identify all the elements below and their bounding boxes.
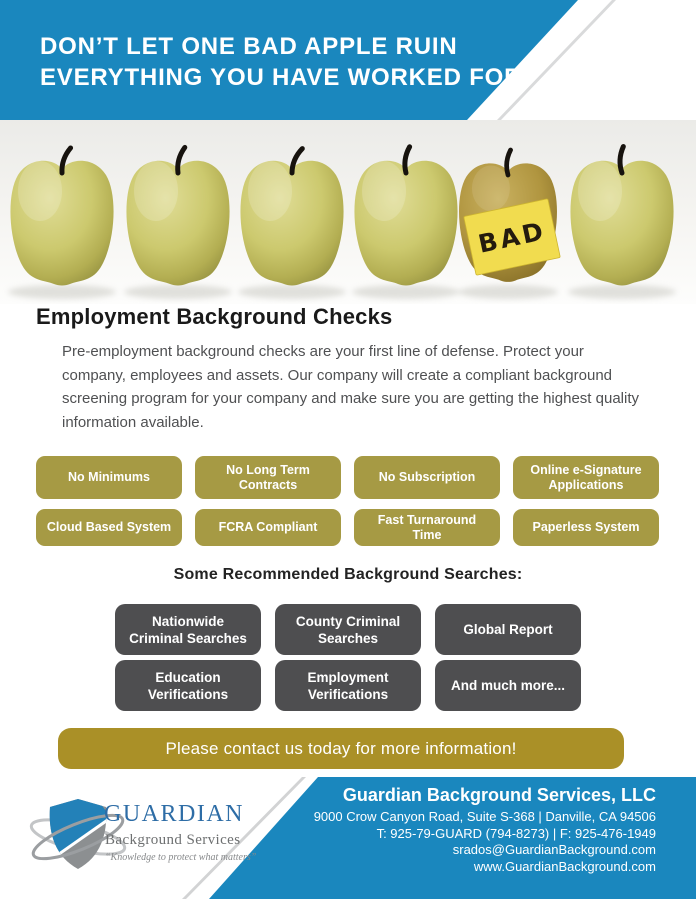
search-button-education-verifications: Education Verifications (115, 660, 261, 711)
page-title: Employment Background Checks (36, 304, 393, 329)
contact-banner-label: Please contact us today for more information! (165, 738, 517, 758)
footer-company-name: Guardian Background Services, LLC (342, 785, 656, 805)
feature-button-no-minimums: No Minimums (36, 456, 182, 499)
apple-2 (126, 147, 229, 285)
search-button-county-criminal: County Criminal Searches (275, 604, 421, 655)
search-button-nationwide-criminal: Nationwide Criminal Searches (115, 604, 261, 655)
feature-button-fast-turnaround: Fast Turnaround Time (354, 509, 500, 546)
feature-button-online-esignature: Online e-Signature Applications (513, 456, 659, 499)
headline-line1: DON’T LET ONE BAD APPLE RUIN (40, 33, 458, 60)
footer-email: srados@GuardianBackground.com (452, 842, 656, 857)
apple-1 (10, 147, 113, 285)
search-button-employment-verifications: Employment Verifications (275, 660, 421, 711)
apple-6 (570, 147, 673, 286)
feature-button-no-long-term-contracts: No Long Term Contracts (195, 456, 341, 499)
apple-3 (240, 147, 343, 285)
company-logo (25, 791, 305, 886)
footer (0, 777, 696, 899)
feature-button-no-subscription: No Subscription (354, 456, 500, 499)
apples-photo (0, 120, 696, 304)
logo-tagline: “Knowledge to protect what matters” (105, 852, 257, 863)
intro-paragraph: Pre-employment background checks are your first line of defense. Protect your company, employees and assets. Our company will create a compliant background screening program for your company and make sure you are getting the highest quality information available. (62, 343, 639, 431)
apples-illustration (0, 120, 696, 304)
footer-contact-info (314, 784, 656, 875)
logo-company-name: GUARDIAN (104, 801, 244, 827)
headline (40, 31, 531, 93)
logo-subtitle: Background Services (105, 832, 241, 848)
footer-phone-fax: T: 925-79-GUARD (794-8273) | F: 925-476-1949 (376, 825, 656, 841)
apple-shadows (8, 285, 676, 299)
headline-line2: EVERYTHING YOU HAVE WORKED FOR! (40, 64, 532, 91)
feature-button-cloud-based: Cloud Based System (36, 509, 182, 546)
header-banner (0, 0, 696, 120)
apple-4 (354, 147, 457, 286)
footer-website: www.GuardianBackground.com (473, 858, 656, 874)
searches-heading: Some Recommended Background Searches: (173, 566, 523, 583)
feature-button-fcra-compliant: FCRA Compliant (195, 509, 341, 546)
contact-banner (58, 728, 624, 769)
footer-address: 9000 Crow Canyon Road, Suite S-368 | Danville, CA 94506 (313, 809, 656, 824)
search-button-global-report: Global Report (435, 604, 581, 655)
feature-button-paperless: Paperless System (513, 509, 659, 546)
search-button-much-more: And much more... (435, 660, 581, 711)
sticky-note-text: BAD (475, 216, 549, 259)
